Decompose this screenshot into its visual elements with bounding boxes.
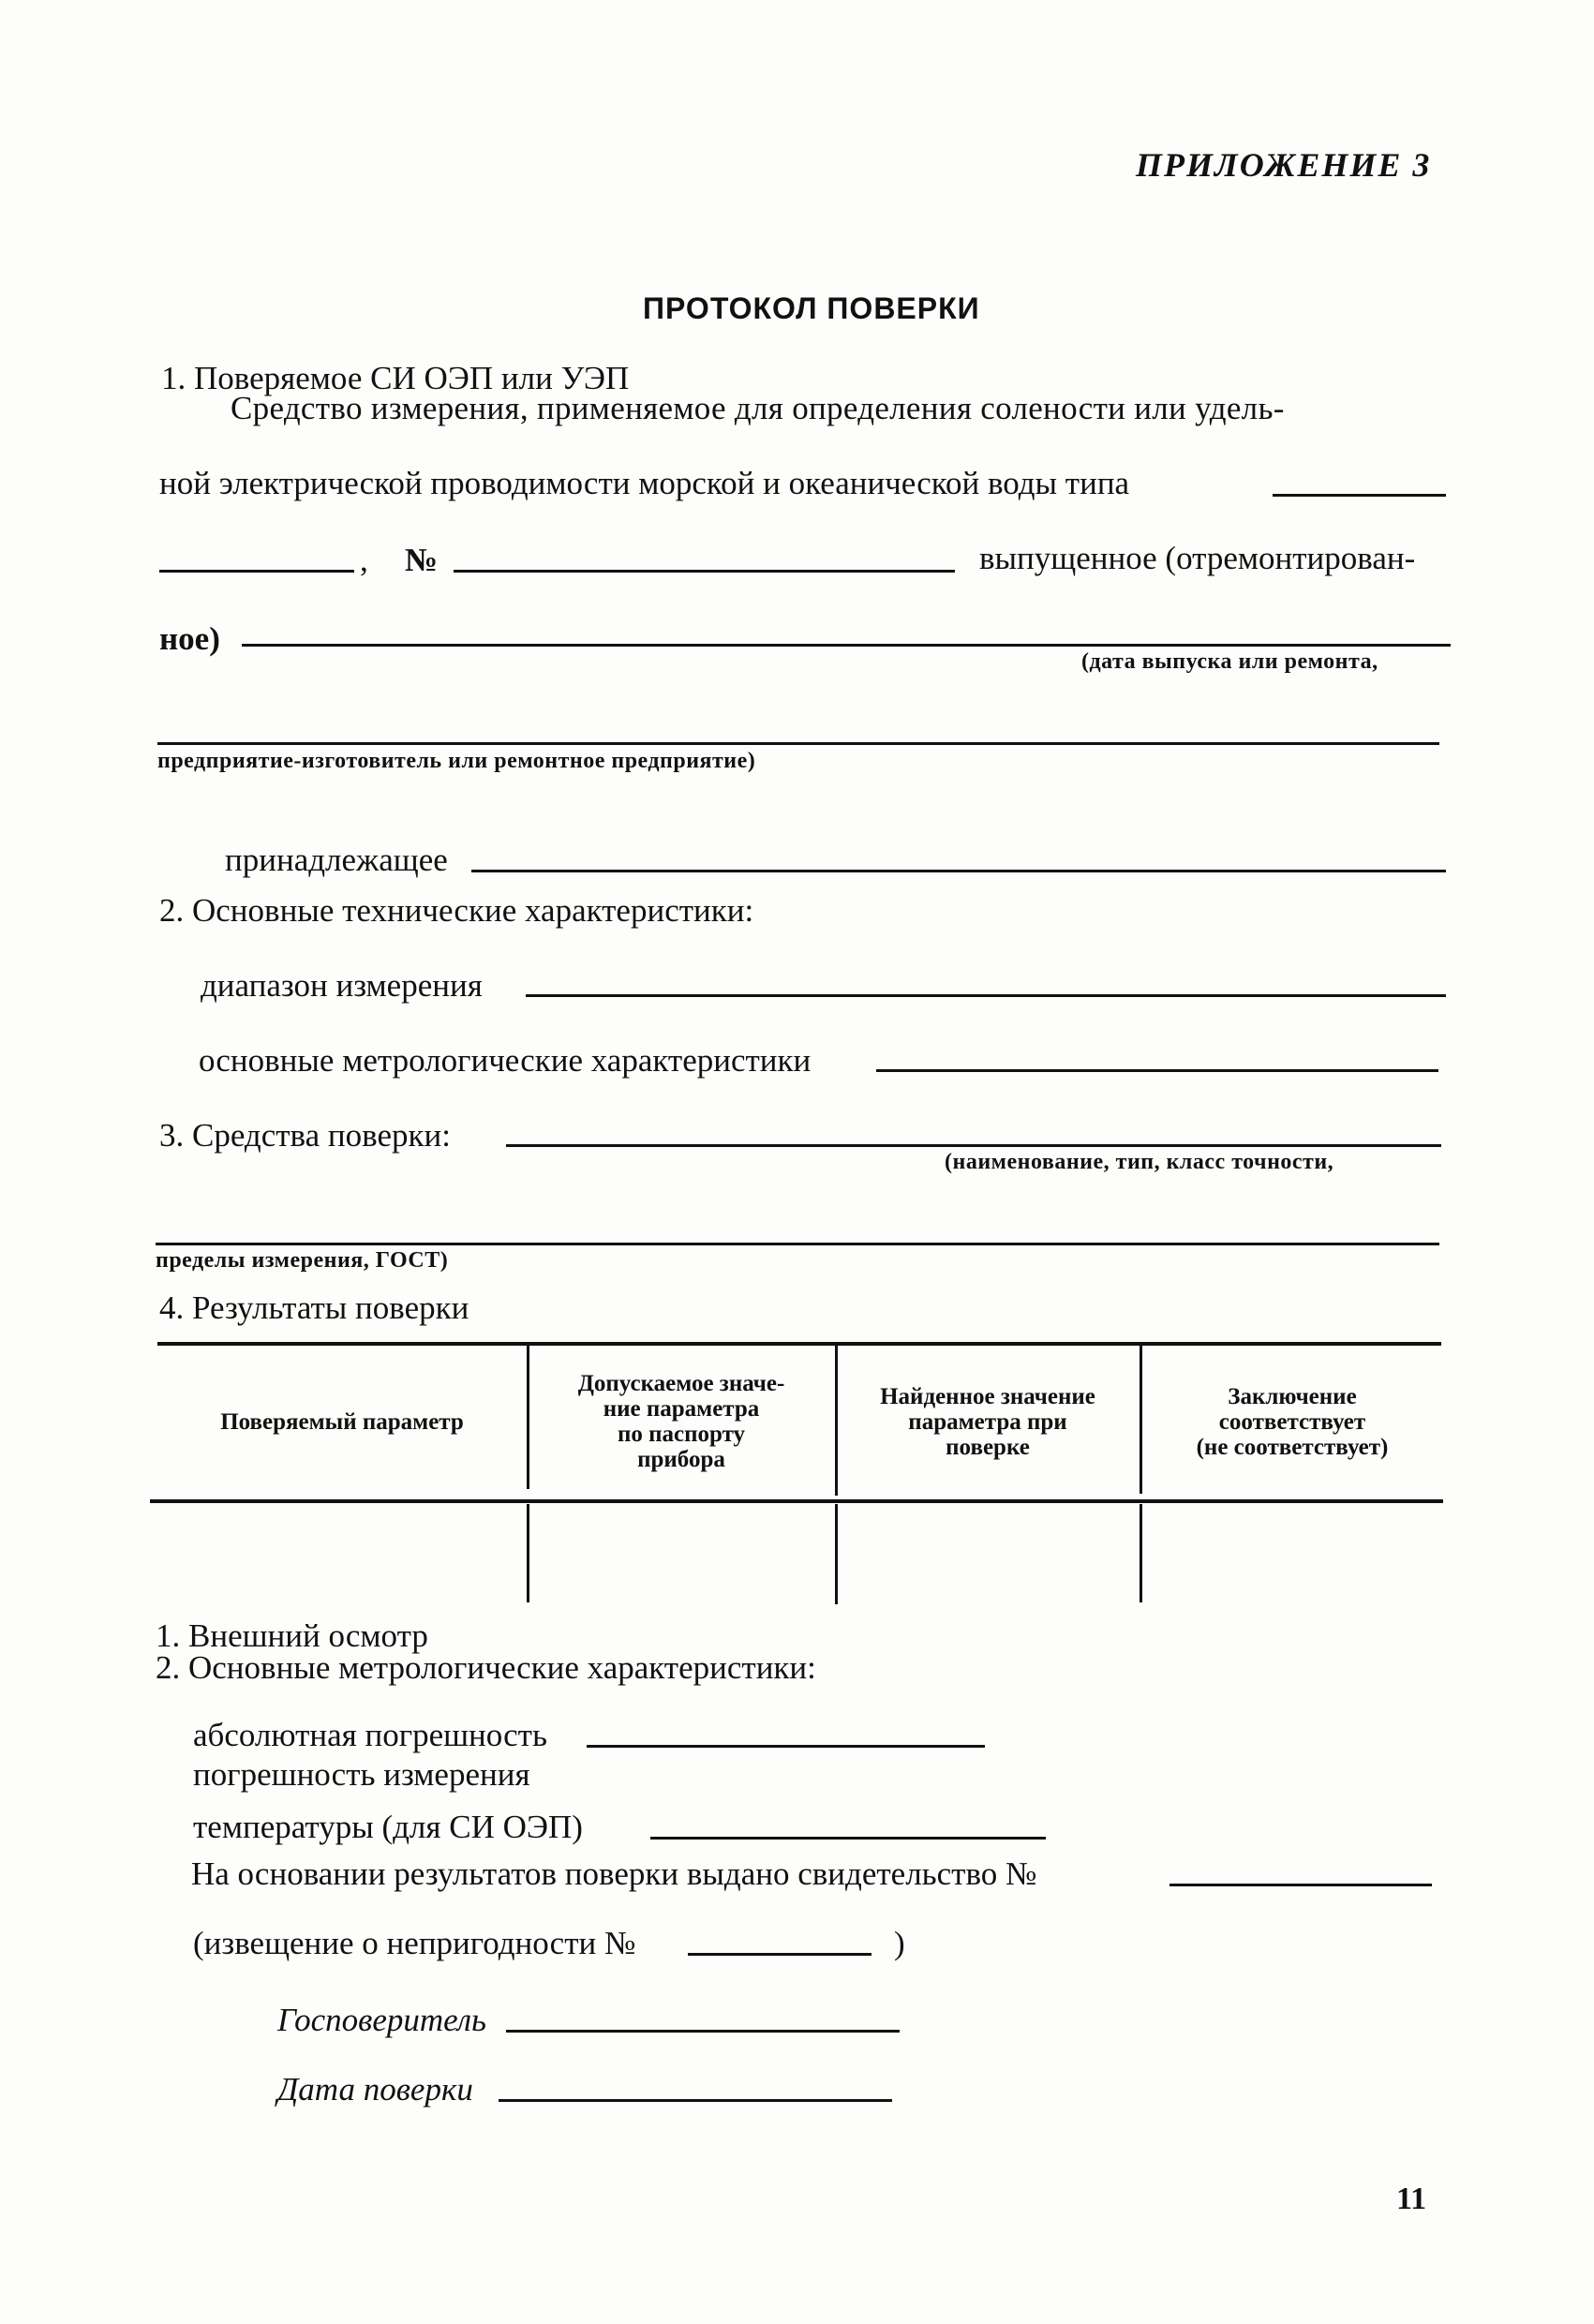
appendix-label: ПРИЛОЖЕНИЕ 3 [1136, 146, 1432, 184]
verifier-signature-field[interactable] [506, 2030, 900, 2033]
document-title: ПРОТОКОЛ ПОВЕРКИ [643, 291, 980, 325]
certificate-label: На основании результатов поверки выдано свидетельство № [191, 1855, 1037, 1892]
meas-error-label: погрешность измерения [193, 1756, 530, 1793]
temperature-error-field[interactable] [650, 1837, 1046, 1840]
repaired-suffix: ное) [159, 620, 220, 657]
table-divider-1 [527, 1344, 529, 1489]
notice-label: (извещение о непригодности № [193, 1925, 636, 1961]
result-item-1: 1. Внешний осмотр [156, 1617, 428, 1654]
abs-error-field[interactable] [587, 1745, 985, 1748]
table-divider-2-body [835, 1504, 838, 1604]
table-divider-2 [835, 1344, 838, 1496]
enterprise-field[interactable] [157, 742, 1439, 745]
verification-date-field[interactable] [499, 2099, 892, 2102]
verifier-label: Госповеритель [277, 2002, 486, 2038]
result-item-2: 2. Основные метрологические характеристики: [156, 1649, 816, 1686]
comma: , [360, 542, 368, 578]
section3-heading: 3. Средства поверки: [159, 1117, 451, 1154]
section1-line1: Средство измерения, применяемое для определения солености или удель- [231, 390, 1285, 426]
column-header-found-value: Найденное значение параметра при поверке [880, 1383, 1095, 1460]
type-field-continued[interactable] [159, 570, 354, 573]
column-header-parameter: Поверяемый параметр [220, 1408, 464, 1435]
belonging-label: принадлежащее [225, 842, 448, 878]
table-header-border [150, 1499, 1443, 1503]
verification-limits-field[interactable] [156, 1243, 1439, 1245]
range-label: диапазон измерения [201, 967, 483, 1004]
metrological-field[interactable] [876, 1069, 1438, 1072]
section4-heading: 4. Результаты поверки [159, 1289, 469, 1326]
range-field[interactable] [526, 994, 1446, 997]
serial-number-field[interactable] [454, 570, 955, 573]
notice-number-field[interactable] [688, 1953, 871, 1956]
table-divider-3 [1140, 1344, 1142, 1494]
certificate-number-field[interactable] [1169, 1884, 1432, 1886]
metrological-label: основные метрологические характеристики [199, 1042, 812, 1079]
table-divider-3-body [1140, 1504, 1142, 1602]
table-divider-1-body [527, 1504, 529, 1602]
type-field[interactable] [1273, 494, 1446, 497]
date-issue-field[interactable] [242, 644, 1451, 647]
verification-means-field[interactable] [506, 1144, 1441, 1147]
section2-heading: 2. Основные технические характеристики: [159, 892, 754, 929]
section1-heading: 1. Поверяемое СИ ОЭП или УЭП [161, 360, 630, 396]
temperature-label: температуры (для СИ ОЭП) [193, 1809, 583, 1845]
hint-enterprise: предприятие-изготовитель или ремонтное предприятие) [157, 749, 756, 773]
notice-close-paren: ) [894, 1925, 905, 1961]
hint-name: (наименование, тип, класс точности, [945, 1150, 1334, 1174]
verification-date-label: Дата поверки [277, 2071, 473, 2108]
column-header-allowed-value: Допускаемое значе- ние параметра по паспорту прибора [577, 1371, 785, 1472]
belonging-field[interactable] [471, 870, 1446, 872]
column-header-conclusion: Заключение соответствует (не соответствует) [1196, 1383, 1389, 1460]
section1-line2: ной электрической проводимости морской и океанической воды типа [159, 465, 1130, 501]
number-label: № [405, 542, 439, 578]
hint-limits: пределы измерения, ГОСТ) [156, 1248, 449, 1273]
hint-date: (дата выпуска или ремонта, [1081, 649, 1378, 674]
abs-error-label: абсолютная погрешность [193, 1717, 547, 1753]
page-number: 11 [1396, 2182, 1427, 2216]
issued-label: выпущенное (отремонтирован- [979, 540, 1416, 576]
